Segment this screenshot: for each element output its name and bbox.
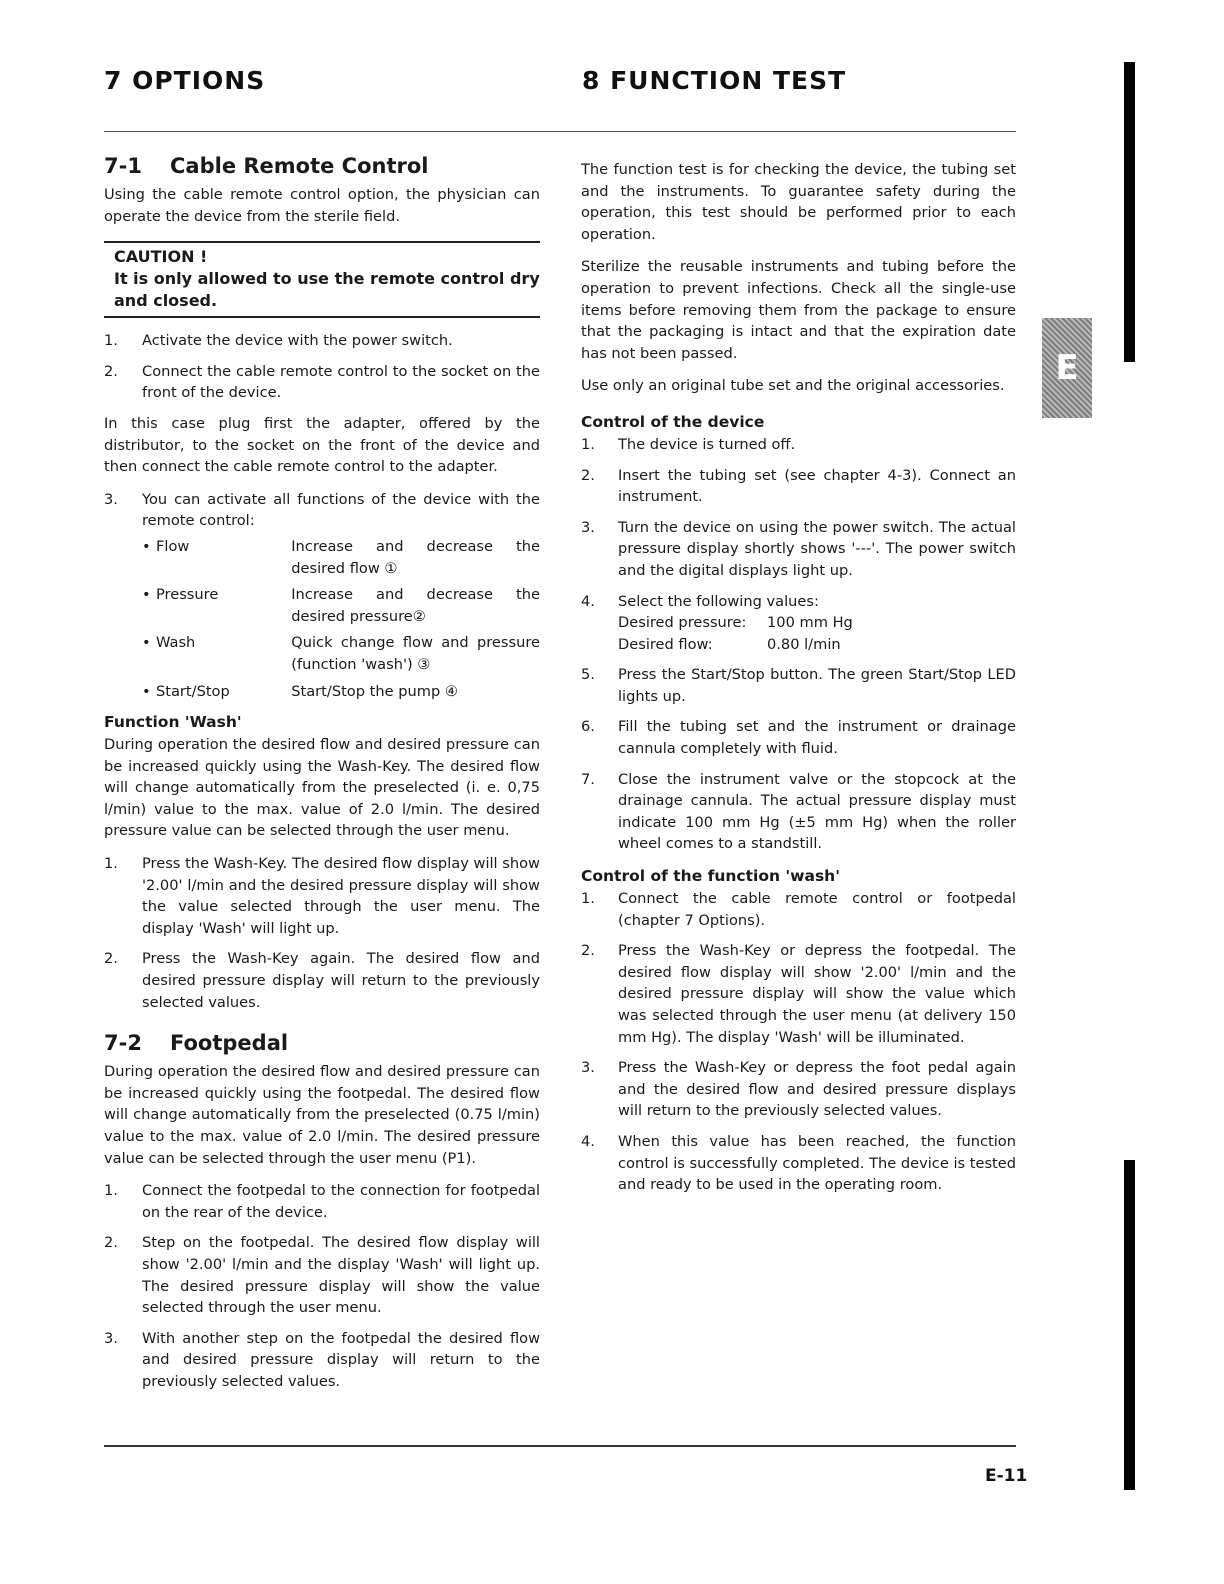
- section-title-footpedal: [104, 1029, 540, 1057]
- section-title-text: Cable Remote Control: [170, 154, 429, 178]
- function-description: Quick change flow and pressure (function 'wash') ③: [291, 634, 540, 673]
- step-number: 2.: [581, 942, 595, 960]
- table-row: • Pressure Increase and decrease the desired pressure②: [142, 584, 540, 627]
- control-wash-steps: [581, 888, 1016, 1196]
- adapter-note: In this case plug first the adapter, offered by the distributor, to the socket on the front of the device and then connect the cable remote control to the adapter.: [104, 414, 540, 476]
- options-column: [104, 152, 540, 1402]
- step-number: 2.: [104, 1234, 118, 1252]
- step-number: 7.: [581, 770, 595, 788]
- control-device-steps: [581, 434, 1016, 855]
- step-text: Insert the tubing set (see chapter 4-3). Connect an instrument.: [618, 466, 1016, 506]
- value-row: [618, 612, 1016, 634]
- chapter-heading-options: 7 OPTIONS: [104, 66, 266, 95]
- list-item: [581, 1057, 1016, 1122]
- footpedal-intro: During operation the desired flow and desired pressure can be increased quickly using the footpedal. The desired flow will change automatically from the preselected (0.75 l/min) value to the max. value of 2.0 l/min. The desired pressure value can be selected through the user menu (P1).: [104, 1063, 540, 1167]
- step-number: 2.: [104, 950, 118, 968]
- caution-title: CAUTION !: [114, 247, 208, 267]
- function-description: Start/Stop the pump ④: [291, 682, 458, 700]
- function-test-accessories: Use only an original tube set and the original accessories.: [581, 377, 1005, 395]
- table-row: • Wash Quick change flow and pressure (function 'wash') ③: [142, 632, 540, 675]
- step-text: When this value has been reached, the function control is successfully completed. The device is tested and ready to be used in the operating room.: [618, 1132, 1017, 1194]
- list-item: [104, 948, 540, 1013]
- step-text: Press the Wash-Key or depress the foot pedal again and the desired flow and desired pressure displays will return to the previously selected values.: [618, 1059, 1016, 1120]
- step-number: 3.: [104, 490, 118, 508]
- function-wash-text: During operation the desired flow and desired pressure can be increased quickly using the Wash-Key. The desired flow will change automatically from the preselected (i. e. 0,75 l/min) value to the max. value of 2.0 l/min. The desired pressure value can be selected through the user menu.: [104, 736, 540, 840]
- step-number: 6.: [581, 718, 595, 736]
- function-wash-steps: [104, 853, 540, 1013]
- caution-box: [104, 241, 540, 318]
- table-row: • Start/Stop Start/Stop the pump ④: [142, 681, 540, 703]
- chapter-tab-letter: E: [1055, 348, 1079, 388]
- function-test-intro: The function test is for checking the device, the tubing set and the instruments. To guarantee safety during the operation, this test should be performed prior to each operation.: [581, 161, 1016, 243]
- value-label: Desired pressure:: [618, 614, 747, 632]
- step-number: 1.: [581, 435, 595, 453]
- step-number: 3.: [104, 1329, 118, 1347]
- step-text: Step on the footpedal. The desired flow display will show '2.00' l/min and the display 'Wash' will light up. The desired pressure display will show the value selected through the user menu.: [142, 1234, 540, 1317]
- list-item: [104, 330, 540, 352]
- list-item: [104, 489, 540, 702]
- footpedal-steps: [104, 1180, 540, 1392]
- table-row: • Flow Increase and decrease the desired flow ①: [142, 536, 540, 579]
- section-number: 7-2: [104, 1031, 142, 1056]
- step-text: Connect the cable remote control or footpedal (chapter 7 Options).: [618, 890, 1016, 929]
- list-item: [581, 664, 1016, 707]
- step-text: The device is turned off.: [618, 435, 796, 453]
- step-text: Connect the cable remote control to the socket on the front of the device.: [142, 362, 540, 402]
- list-item: [104, 1180, 540, 1223]
- step-text: With another step on the footpedal the desired flow and desired pressure display will return to the previously selected values.: [142, 1329, 540, 1390]
- value-row: [618, 634, 1016, 656]
- caution-text: It is only allowed to use the remote control dry and closed.: [114, 269, 540, 311]
- value-setting: 0.80 l/min: [767, 635, 841, 653]
- cable-remote-intro: Using the cable remote control option, the physician can operate the device from the sterile field.: [104, 186, 540, 225]
- control-wash-heading: Control of the function 'wash': [581, 867, 840, 886]
- step-number: 2.: [581, 466, 595, 484]
- step-text: Connect the footpedal to the connection for footpedal on the rear of the device.: [142, 1182, 540, 1221]
- list-item: [581, 769, 1016, 855]
- control-device-heading: Control of the device: [581, 412, 765, 431]
- list-item: [581, 716, 1016, 759]
- scan-edge-mark: [1124, 62, 1135, 362]
- value-setting: 100 mm Hg: [767, 614, 853, 632]
- step-text: Press the Wash-Key or depress the footpedal. The desired flow display will show '2.00' l/min and the desired pressure display will show the value which was selected through the user menu (at delivery 150 mm Hg). The display 'Wash' will be illuminated.: [618, 942, 1016, 1046]
- cable-remote-step3: [104, 489, 540, 702]
- step-number: 4.: [581, 592, 595, 610]
- list-item: [104, 1232, 540, 1318]
- cable-remote-steps: [104, 330, 540, 404]
- function-description: Increase and decrease the desired pressure②: [291, 586, 540, 625]
- list-item: [104, 361, 540, 404]
- section-title-cable-remote: [104, 152, 540, 180]
- step-number: 2.: [104, 362, 118, 380]
- step-text: Press the Start/Stop button. The green Start/Stop LED lights up.: [618, 666, 1016, 705]
- step-text: You can activate all functions of the device with the remote control:: [142, 490, 540, 530]
- function-name: Pressure: [156, 586, 219, 604]
- step-number: 1.: [581, 890, 595, 908]
- function-wash-heading: Function 'Wash': [104, 713, 242, 732]
- function-name: Wash: [156, 634, 196, 652]
- list-item: [581, 434, 1016, 456]
- page-number: E-11: [985, 1466, 1028, 1486]
- step-text: Activate the device with the power switch.: [142, 332, 453, 350]
- list-item: [104, 853, 540, 939]
- step-number: 1.: [104, 1182, 118, 1200]
- step-text: Select the following values:: [618, 592, 819, 610]
- step-number: 4.: [581, 1132, 595, 1150]
- value-label: Desired flow:: [618, 635, 713, 653]
- step-text: Turn the device on using the power switch. The actual pressure display shortly shows '---'. The power switch and the digital displays light up.: [618, 518, 1016, 579]
- step-number: 3.: [581, 1059, 595, 1077]
- step-text: Press the Wash-Key. The desired flow display will show '2.00' l/min and the desired pressure display will show the value selected through the user menu. The display 'Wash' will light up.: [142, 855, 540, 937]
- step-number: 1.: [104, 855, 118, 873]
- chapter-heading-function-test: 8 FUNCTION TEST: [582, 66, 847, 95]
- function-test-column: [581, 159, 1016, 1205]
- top-divider: [104, 131, 1016, 132]
- section-title-text: Footpedal: [170, 1031, 289, 1056]
- list-item: [581, 888, 1016, 931]
- function-name: Flow: [156, 537, 190, 555]
- function-description: Increase and decrease the desired flow ①: [291, 537, 540, 577]
- list-item: [581, 591, 1016, 656]
- list-item: [581, 517, 1016, 582]
- remote-function-table: [142, 536, 540, 702]
- section-number: 7-1: [104, 154, 142, 178]
- list-item: [581, 465, 1016, 508]
- function-test-sterilize: Sterilize the reusable instruments and tubing before the operation to prevent infections. Check all the single-use items before removing them from the package to ensure that the packaging is intact and that the expiration date has not been passed.: [581, 258, 1016, 362]
- function-name: Start/Stop: [156, 682, 230, 700]
- chapter-tab-marker: [1042, 318, 1092, 418]
- step-number: 1.: [104, 332, 118, 350]
- step-number: 5.: [581, 666, 595, 684]
- scan-edge-mark: [1124, 1160, 1135, 1490]
- list-item: [104, 1328, 540, 1393]
- step-text: Close the instrument valve or the stopcock at the drainage cannula. The actual pressure display must indicate 100 mm Hg (±5 mm Hg) when the roller wheel comes to a standstill.: [618, 770, 1016, 853]
- list-item: [581, 940, 1016, 1048]
- list-item: [581, 1131, 1016, 1196]
- bottom-divider: [104, 1445, 1016, 1447]
- step-number: 3.: [581, 518, 595, 536]
- step-text: Fill the tubing set and the instrument or drainage cannula completely with fluid.: [618, 718, 1016, 758]
- step-text: Press the Wash-Key again. The desired flow and desired pressure display will return to the previously selected values.: [142, 950, 540, 1011]
